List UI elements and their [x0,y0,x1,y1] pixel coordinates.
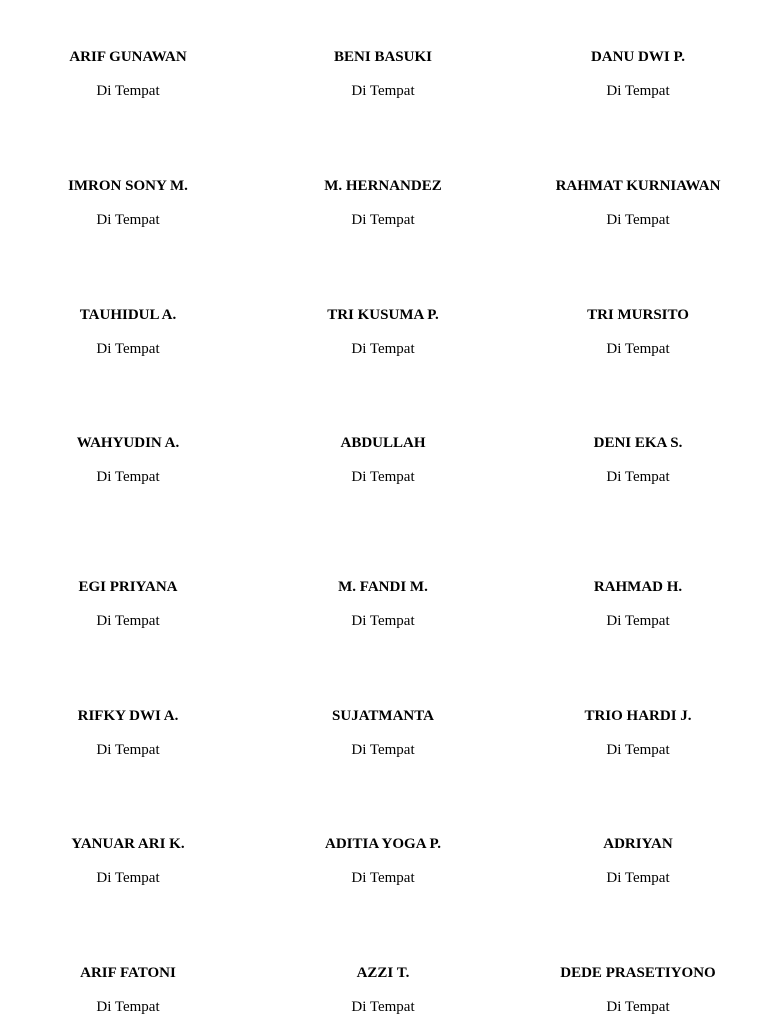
address-label [0,48,256,100]
address-label [255,177,511,229]
recipient-name: RAHMAT KURNIAWAN [555,178,721,194]
recipient-name: SUJATMANTA [332,708,434,724]
address-label [510,48,766,100]
recipient-name: AZZI T. [356,965,410,981]
recipient-name: DEDE PRASETIYONO [560,965,716,981]
recipient-name: ARIF GUNAWAN [69,49,187,65]
address-label [255,434,511,486]
recipient-name: ADITIA YOGA P. [324,836,441,852]
recipient-place: Di Tempat [351,613,415,629]
recipient-place: Di Tempat [96,999,160,1015]
recipient-place: Di Tempat [351,469,415,485]
recipient-place: Di Tempat [351,341,415,357]
address-label [510,578,766,630]
recipient-place: Di Tempat [606,999,670,1015]
recipient-place: Di Tempat [606,469,670,485]
address-label [0,578,256,630]
recipient-place: Di Tempat [606,742,670,758]
address-label [255,835,511,887]
recipient-name: TAUHIDUL A. [79,307,177,323]
recipient-name: DANU DWI P. [590,49,686,65]
address-label [0,306,256,358]
recipient-name: TRI MURSITO [587,307,689,323]
recipient-place: Di Tempat [606,870,670,886]
recipient-name: YANUAR ARI K. [71,836,185,852]
recipient-name: IMRON SONY M. [68,178,188,194]
recipient-place: Di Tempat [351,870,415,886]
recipient-place: Di Tempat [606,613,670,629]
address-label [0,434,256,486]
address-label [510,177,766,229]
address-label [0,177,256,229]
recipient-name: M. FANDI M. [338,579,428,595]
recipient-name: ABDULLAH [340,435,426,451]
address-label [510,964,766,1016]
address-label [255,306,511,358]
recipient-place: Di Tempat [351,999,415,1015]
recipient-name: RAHMAD H. [593,579,683,595]
recipient-place: Di Tempat [351,212,415,228]
address-label [255,48,511,100]
recipient-name: ADRIYAN [603,836,673,852]
address-label [0,707,256,759]
recipient-place: Di Tempat [96,469,160,485]
address-label [510,707,766,759]
address-label [510,434,766,486]
recipient-place: Di Tempat [96,742,160,758]
recipient-place: Di Tempat [606,83,670,99]
recipient-place: Di Tempat [96,83,160,99]
address-label [255,964,511,1016]
recipient-place: Di Tempat [96,341,160,357]
recipient-place: Di Tempat [606,341,670,357]
recipient-name: BENI BASUKI [334,49,432,65]
recipient-name: WAHYUDIN A. [76,435,180,451]
recipient-place: Di Tempat [96,212,160,228]
address-label [0,835,256,887]
address-label [510,835,766,887]
recipient-place: Di Tempat [606,212,670,228]
recipient-place: Di Tempat [351,742,415,758]
recipient-name: TRIO HARDI J. [584,708,692,724]
recipient-name: DENI EKA S. [593,435,683,451]
recipient-name: ARIF FATONI [80,965,176,981]
recipient-name: TRI KUSUMA P. [327,307,439,323]
address-label [255,707,511,759]
recipient-place: Di Tempat [96,613,160,629]
recipient-place: Di Tempat [351,83,415,99]
address-label [510,306,766,358]
address-label [0,964,256,1016]
recipient-place: Di Tempat [96,870,160,886]
recipient-name: RIFKY DWI A. [77,708,179,724]
recipient-name: EGI PRIYANA [78,579,178,595]
recipient-name: M. HERNANDEZ [324,178,442,194]
address-label [255,578,511,630]
